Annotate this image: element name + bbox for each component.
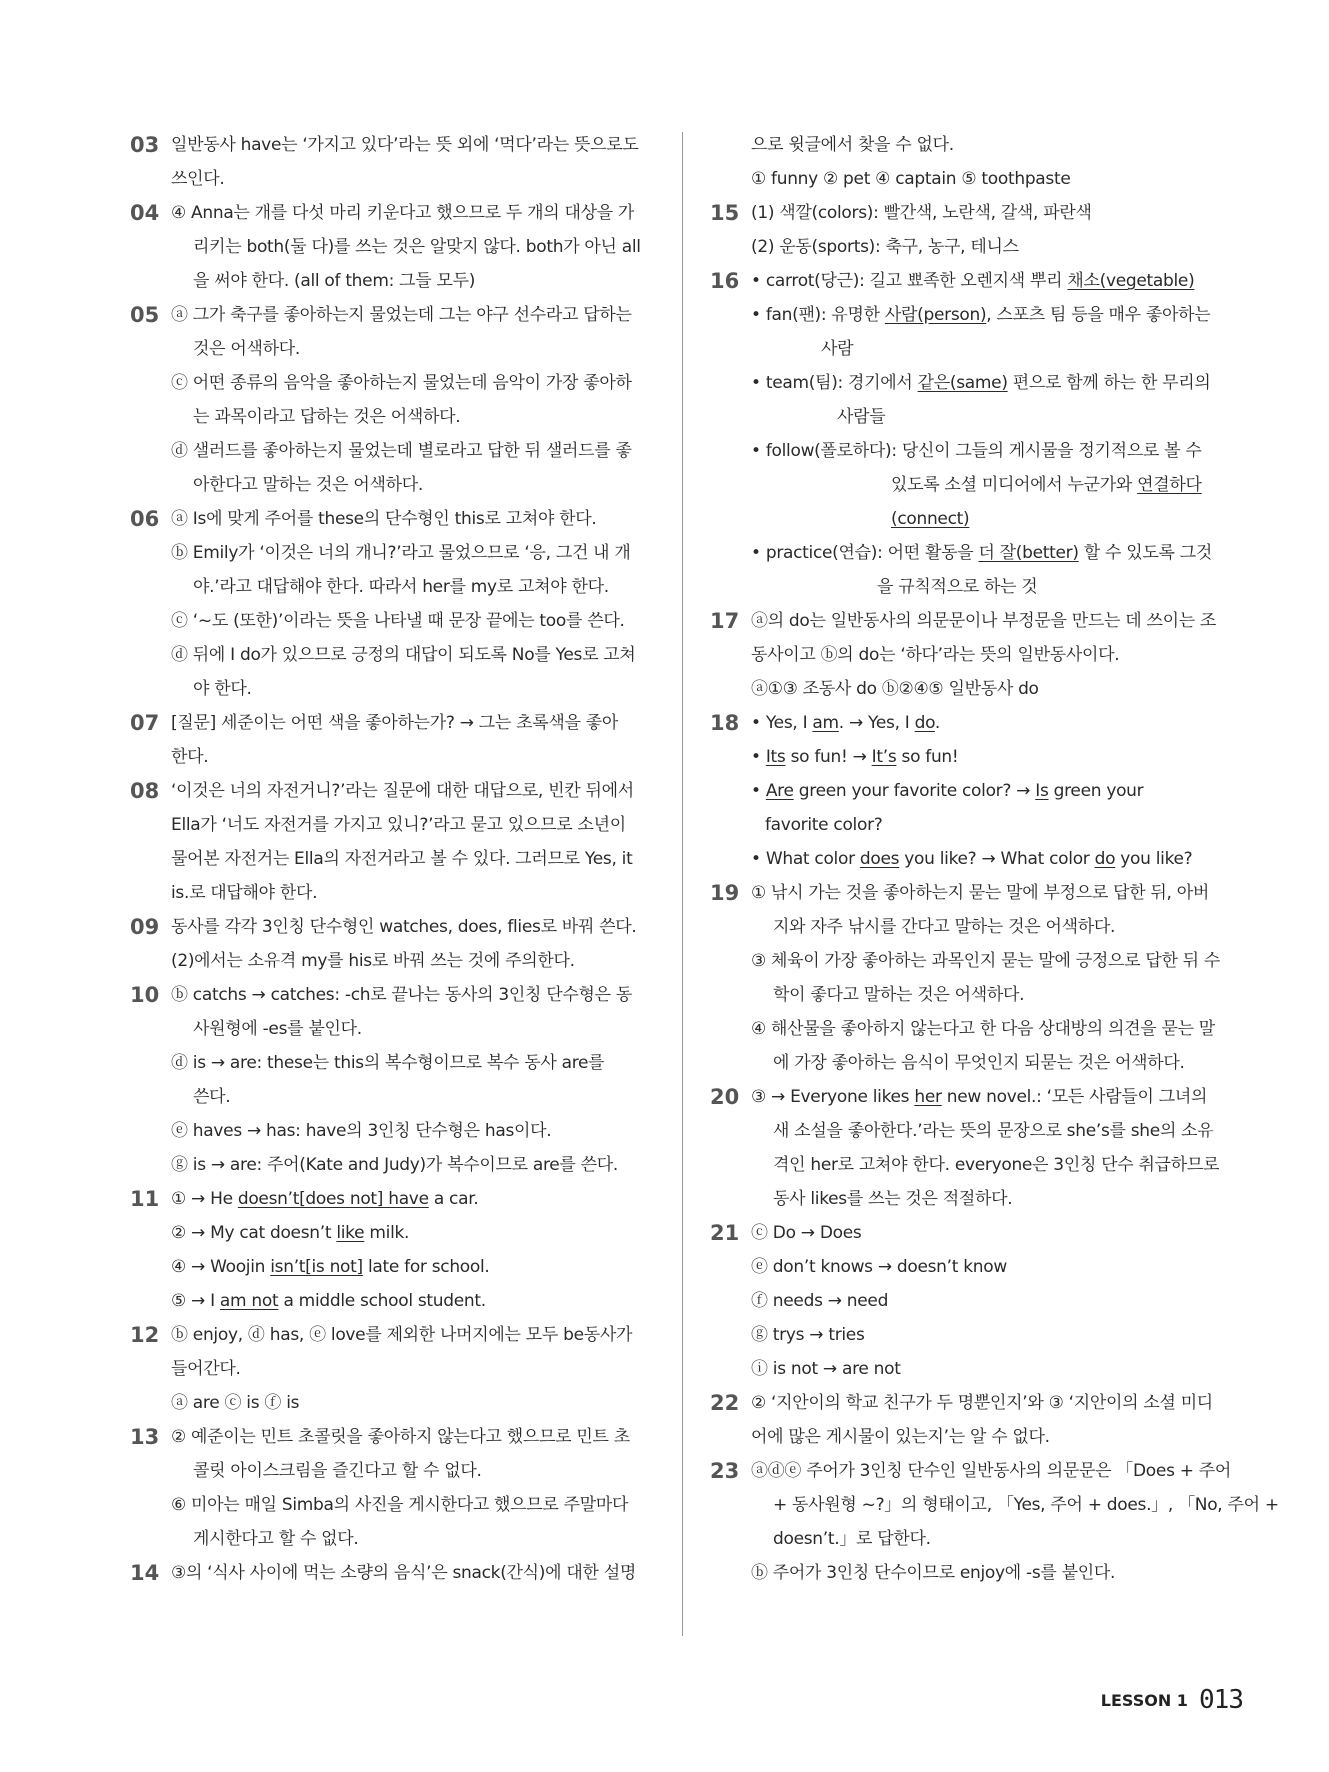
text-segment: ⓕ needs → need <box>751 1291 889 1311</box>
answer-line <box>171 502 656 536</box>
text-segment: ② 예준이는 민트 초콜릿을 좋아하지 않는다고 했으므로 민트 초 <box>171 1427 630 1447</box>
answer-line <box>751 162 1238 196</box>
answer-line <box>171 1182 656 1216</box>
text-segment: 리키는 both(둘 다)를 쓰는 것은 알맞지 않다. both가 아닌 all <box>193 237 641 257</box>
answer-line <box>751 876 1238 910</box>
answer-line <box>171 162 656 196</box>
text-segment: (1) 색깔(colors): 빨간색, 노란색, 갈색, 파란색 <box>751 203 1092 223</box>
answer-item <box>708 706 1238 876</box>
question-number: 06 <box>130 507 160 531</box>
text-segment: ⓐ are ⓒ is ⓕ is <box>171 1393 300 1413</box>
text-segment: 어에 많은 게시물이 있는지’는 알 수 없다. <box>751 1427 1050 1447</box>
text-segment: ⑥ 미아는 매일 Simba의 사진을 게시한다고 했으므로 주말마다 <box>171 1495 629 1515</box>
text-segment: 콜릿 아이스크림을 즐긴다고 할 수 없다. <box>193 1461 482 1481</box>
text-segment: 격인 her로 고쳐야 한다. everyone은 3인칭 단수 취급하므로 <box>773 1155 1220 1175</box>
question-number: 19 <box>710 881 740 905</box>
question-number: 17 <box>710 609 740 633</box>
text-segment: + 동사원형 ~?」의 형태이고, 「Yes, 주어 + does.」, 「No, 주어 + <box>773 1495 1279 1515</box>
answer-line <box>171 774 656 808</box>
answer-line <box>171 434 656 468</box>
text-segment: (2) 운동(sports): 축구, 농구, 테니스 <box>751 237 1019 257</box>
answer-line <box>751 842 1238 876</box>
underlined-text: (connect) <box>891 509 970 529</box>
underlined-text: am not <box>219 1291 279 1311</box>
underlined-text: Is <box>1035 781 1049 801</box>
answer-line <box>171 332 656 366</box>
answer-line <box>751 400 1238 434</box>
answer-line <box>751 1386 1238 1420</box>
text-segment: 일반동사 have는 ‘가지고 있다’라는 뜻 외에 ‘먹다’라는 뜻으로도 <box>171 135 639 155</box>
answer-line <box>171 910 656 944</box>
answer-line <box>171 808 656 842</box>
answer-line <box>171 1046 656 1080</box>
text-segment: ⓐⓓⓔ 주어가 3인칭 단수인 일반동사의 의문문은 「Does + 주어 <box>751 1461 1232 1481</box>
underlined-text: 채소(vegetable) <box>1067 271 1195 291</box>
question-number: 12 <box>130 1323 160 1347</box>
text-segment: you like? → What color <box>899 849 1095 869</box>
text-segment: 아한다고 말하는 것은 어색하다. <box>193 475 424 495</box>
underlined-text: her <box>914 1087 942 1107</box>
answer-line <box>171 842 656 876</box>
answer-line <box>171 1114 656 1148</box>
answer-line <box>171 1556 656 1590</box>
text-segment: favorite color? <box>765 815 883 835</box>
answer-item <box>128 1556 656 1590</box>
text-segment: ⑤ → I <box>171 1291 220 1311</box>
text-segment: 사람들 <box>837 407 886 427</box>
text-segment: 사람 <box>821 339 854 359</box>
answer-line <box>171 128 656 162</box>
text-segment: a car. <box>428 1189 479 1209</box>
answer-item <box>708 1080 1238 1216</box>
question-number: 14 <box>130 1561 160 1585</box>
text-segment: doesn’t.」로 답한다. <box>773 1529 931 1549</box>
text-segment: • team(팀): 경기에서 <box>751 373 918 393</box>
text-segment: 동사를 각각 3인칭 단수형인 watches, does, flies로 바꿔 쓴다. <box>171 917 637 937</box>
answer-line <box>751 978 1238 1012</box>
text-segment: a middle school student. <box>278 1291 486 1311</box>
text-segment: green your favorite color? → <box>793 781 1036 801</box>
answer-line <box>751 332 1238 366</box>
answer-line <box>171 740 656 774</box>
answer-line <box>751 536 1238 570</box>
question-number: 10 <box>130 983 160 1007</box>
text-segment: is.로 대답해야 한다. <box>171 883 318 903</box>
answer-item <box>708 128 1238 196</box>
answer-line <box>171 1080 656 1114</box>
question-number: 13 <box>130 1425 160 1449</box>
text-segment: 한다. <box>171 747 209 767</box>
text-segment: 야 한다. <box>193 679 252 699</box>
answer-line <box>751 1318 1238 1352</box>
answer-line <box>751 1114 1238 1148</box>
underlined-text: like <box>336 1223 365 1243</box>
text-segment: ⓘ is not → are not <box>751 1359 901 1379</box>
text-segment: ⓓ 뒤에 I do가 있으므로 긍정의 대답이 되도록 No를 Yes로 고쳐 <box>171 645 636 665</box>
text-segment: ⓒ 어떤 종류의 음악을 좋아하는지 물었는데 음악이 가장 좋아하 <box>171 373 632 393</box>
answer-line <box>751 944 1238 978</box>
text-segment: ⓐ①③ 조동사 do ⓑ②④⑤ 일반동사 do <box>751 679 1039 699</box>
answer-line <box>751 672 1238 706</box>
answer-line <box>171 1012 656 1046</box>
text-segment: green your <box>1048 781 1144 801</box>
answer-line <box>751 740 1238 774</box>
answer-line <box>171 1318 656 1352</box>
answer-line <box>751 1148 1238 1182</box>
answer-line <box>751 1420 1238 1454</box>
answer-line <box>751 808 1238 842</box>
lesson-label: LESSON 1 <box>1100 1690 1188 1710</box>
text-segment: . → Yes, I <box>838 713 915 733</box>
text-segment: . <box>934 713 941 733</box>
text-segment: ④ 해산물을 좋아하지 않는다고 한 다음 상대방의 의견을 묻는 말 <box>751 1019 1215 1039</box>
answer-item <box>708 876 1238 1080</box>
text-segment: • <box>751 781 766 801</box>
answer-line <box>751 1352 1238 1386</box>
text-segment: milk. <box>364 1223 410 1243</box>
text-segment: ⓓ is → are: these는 this의 복수형이므로 복수 동사 are를 <box>171 1053 605 1073</box>
answer-item <box>128 910 656 978</box>
answer-line <box>171 604 656 638</box>
text-segment: ⓐ Is에 맞게 주어를 these의 단수형인 this로 고쳐야 한다. <box>171 509 597 529</box>
text-segment: 동사 likes를 쓰는 것은 적절하다. <box>773 1189 1013 1209</box>
text-segment: ① 낚시 가는 것을 좋아하는지 묻는 말에 부정으로 답한 뒤, 아버 <box>751 883 1210 903</box>
text-segment: 동사이고 ⓑ의 do는 ‘하다’라는 뜻의 일반동사이다. <box>751 645 1120 665</box>
answer-item <box>128 706 656 774</box>
answer-item <box>128 128 656 196</box>
question-number: 23 <box>710 1459 740 1483</box>
answer-item <box>708 1454 1279 1590</box>
answer-line <box>171 400 656 434</box>
text-segment: ⓑ catchs → catches: -ch로 끝나는 동사의 3인칭 단수형은 동 <box>171 985 632 1005</box>
text-segment: ④ → Woojin <box>171 1257 271 1277</box>
question-number: 11 <box>130 1187 160 1211</box>
answer-line <box>171 264 656 298</box>
text-segment: late for school. <box>362 1257 490 1277</box>
text-segment: so fun! → <box>785 747 872 767</box>
answer-line <box>751 638 1238 672</box>
answer-line <box>171 1386 656 1420</box>
text-segment: 할 수 있도록 그것 <box>1078 543 1212 563</box>
answer-item <box>128 1182 656 1318</box>
answer-line <box>171 1284 656 1318</box>
underlined-text: 사람(person) <box>884 305 987 325</box>
text-segment: • practice(연습): 어떤 활동을 <box>751 543 979 563</box>
answer-line <box>171 1148 656 1182</box>
answer-item <box>128 1420 656 1556</box>
text-segment: ⓖ is → are: 주어(Kate and Judy)가 복수이므로 are를 쓴다. <box>171 1155 618 1175</box>
text-segment: ⓓ 샐러드를 좋아하는지 물었는데 별로라고 답한 뒤 샐러드를 좋 <box>171 441 632 461</box>
underlined-text: 같은(same) <box>917 373 1008 393</box>
text-segment: ③의 ‘식사 사이에 먹는 소량의 음식’은 snack(간식)에 대한 설명 <box>171 1563 636 1583</box>
answer-line <box>171 944 656 978</box>
question-number: 20 <box>710 1085 740 1109</box>
underlined-text: isn’t[is not] <box>270 1257 363 1277</box>
answer-line <box>751 230 1238 264</box>
text-segment: Ella가 ‘너도 자전거를 가지고 있니?’라고 묻고 있으므로 소년이 <box>171 815 626 835</box>
answer-item <box>128 502 656 706</box>
text-segment: 편으로 함께 하는 한 무리의 <box>1007 373 1211 393</box>
answer-line <box>171 536 656 570</box>
question-number: 04 <box>130 201 160 225</box>
text-segment: • <box>751 747 766 767</box>
underlined-text: am <box>812 713 839 733</box>
underlined-text: do <box>914 713 935 733</box>
column-divider <box>682 132 683 1636</box>
text-segment: ⓑ enjoy, ⓓ has, ⓔ love를 제외한 나머지에는 모두 be동사가 <box>171 1325 633 1345</box>
underlined-text: do <box>1094 849 1116 869</box>
text-segment: ⓑ Emily가 ‘이것은 너의 개니?’라고 물었으므로 ‘응, 그건 내 개 <box>171 543 631 563</box>
text-segment: 에 가장 좋아하는 음식이 무엇인지 되묻는 것은 어색하다. <box>773 1053 1185 1073</box>
text-segment: ⓔ don’t knows → doesn’t know <box>751 1257 1007 1277</box>
underlined-text: does <box>859 849 900 869</box>
answer-line <box>171 298 656 332</box>
text-segment: 사원형에 -es를 붙인다. <box>193 1019 362 1039</box>
answer-line <box>171 1250 656 1284</box>
answer-line <box>171 672 656 706</box>
underlined-text: 연결하다 <box>1137 475 1202 495</box>
answer-line <box>751 434 1238 468</box>
underlined-text: Its <box>765 747 786 767</box>
answer-item <box>128 774 656 910</box>
text-segment: [질문] 세준이는 어떤 색을 좋아하는가? → 그는 초록색을 좋아 <box>171 713 618 733</box>
question-number: 22 <box>710 1391 740 1415</box>
underlined-text: It’s <box>871 747 897 767</box>
text-segment: 있도록 소셜 미디어에서 누군가와 <box>891 475 1138 495</box>
answer-line <box>751 1012 1238 1046</box>
text-segment: ⓖ trys → tries <box>751 1325 865 1345</box>
underlined-text: doesn’t[does not] have <box>237 1189 429 1209</box>
text-segment: ⓐ의 do는 일반동사의 의문문이나 부정문을 만드는 데 쓰이는 조 <box>751 611 1217 631</box>
answer-line <box>751 502 1238 536</box>
answer-line <box>751 298 1238 332</box>
answer-line <box>171 876 656 910</box>
answer-line <box>171 196 656 230</box>
text-segment: ② ‘지안이의 학교 친구가 두 명뿐인지’와 ③ ‘지안이의 소셜 미디 <box>751 1393 1213 1413</box>
text-segment: so fun! <box>896 747 959 767</box>
answer-item <box>128 978 656 1182</box>
answer-item <box>128 298 656 502</box>
answer-line <box>751 604 1238 638</box>
text-segment: 을 규칙적으로 하는 것 <box>877 577 1038 597</box>
text-segment: • follow(폴로하다): 당신이 그들의 게시물을 정기적으로 볼 수 <box>751 441 1202 461</box>
answer-line <box>171 230 656 264</box>
text-segment: 야.’라고 대답해야 한다. 따라서 her를 my로 고쳐야 한다. <box>193 577 609 597</box>
answer-line <box>171 706 656 740</box>
text-segment: , 스포츠 팀 등을 매우 좋아하는 <box>986 305 1211 325</box>
text-segment: ④ Anna는 개를 다섯 마리 키운다고 했으므로 두 개의 대상을 가 <box>171 203 635 223</box>
text-segment: • carrot(당근): 길고 뾰족한 오렌지색 뿌리 <box>751 271 1068 291</box>
text-segment: 것은 어색하다. <box>193 339 300 359</box>
answer-line <box>171 468 656 502</box>
question-number: 21 <box>710 1221 740 1245</box>
answer-item <box>128 196 656 298</box>
text-segment: 쓰인다. <box>171 169 225 189</box>
text-segment: ① funny ② pet ④ captain ⑤ toothpaste <box>751 169 1071 189</box>
text-segment: • Yes, I <box>751 713 813 733</box>
text-segment: 들어간다. <box>171 1359 241 1379</box>
question-number: 08 <box>130 779 160 803</box>
left-column <box>128 128 656 1590</box>
text-segment: 물어본 자전거는 Ella의 자전거라고 볼 수 있다. 그러므로 Yes, it <box>171 849 633 869</box>
text-segment: 학이 좋다고 말하는 것은 어색하다. <box>773 985 1025 1005</box>
answer-item <box>708 264 1238 604</box>
answer-item <box>708 604 1238 706</box>
text-segment: 을 써야 한다. (all of them: 그들 모두) <box>193 271 476 291</box>
answer-line <box>751 1556 1238 1590</box>
underlined-text: 더 잘(better) <box>978 543 1079 563</box>
answer-line <box>171 1216 656 1250</box>
page-number: 013 <box>1199 1685 1243 1715</box>
question-number: 18 <box>710 711 740 735</box>
answer-line <box>751 366 1238 400</box>
answer-line <box>171 978 656 1012</box>
text-segment: 으로 윗글에서 찾을 수 없다. <box>751 135 954 155</box>
text-segment: ⓒ ‘~도 (또한)’이라는 뜻을 나타낼 때 문장 끝에는 too를 쓴다. <box>171 611 625 631</box>
text-segment: ③ → Everyone likes <box>751 1087 915 1107</box>
answer-line <box>751 706 1238 740</box>
text-segment: ‘이것은 너의 자전거니?’라는 질문에 대한 대답으로, 빈칸 뒤에서 <box>171 781 634 801</box>
answer-item <box>708 196 1238 264</box>
answer-line <box>751 1216 1238 1250</box>
question-number: 16 <box>710 269 740 293</box>
answer-line <box>751 1046 1238 1080</box>
text-segment: ⓑ 주어가 3인칭 단수이므로 enjoy에 -s를 붙인다. <box>751 1563 1116 1583</box>
text-segment: 는 과목이라고 답하는 것은 어색하다. <box>193 407 461 427</box>
answer-line <box>751 570 1238 604</box>
text-segment: ② → My cat doesn’t <box>171 1223 337 1243</box>
answer-item <box>128 1318 656 1420</box>
answer-line <box>751 196 1238 230</box>
text-segment: ⓐ 그가 축구를 좋아하는지 물었는데 그는 야구 선수라고 답하는 <box>171 305 632 325</box>
text-segment: • What color <box>751 849 860 869</box>
answer-line <box>751 468 1238 502</box>
question-number: 03 <box>130 133 160 157</box>
answer-line <box>751 1080 1238 1114</box>
answer-line <box>171 570 656 604</box>
answer-line <box>751 1522 1238 1556</box>
answer-line <box>751 1284 1238 1318</box>
question-number: 07 <box>130 711 160 735</box>
text-segment: ③ 체육이 가장 좋아하는 과목인지 묻는 말에 긍정으로 답한 뒤 수 <box>751 951 1221 971</box>
text-segment: 새 소설을 좋아한다.’라는 뜻의 문장으로 she’s를 she의 소유 <box>773 1121 1214 1141</box>
answer-line <box>171 1352 656 1386</box>
question-number: 15 <box>710 201 740 225</box>
answer-line <box>751 128 1238 162</box>
answer-line <box>751 264 1238 298</box>
answer-line <box>171 366 656 400</box>
answer-item <box>708 1386 1238 1454</box>
answer-line <box>171 1420 656 1454</box>
underlined-text: Are <box>765 781 794 801</box>
answer-line <box>751 1454 1238 1488</box>
text-segment: 지와 자주 낚시를 간다고 말하는 것은 어색하다. <box>773 917 1116 937</box>
text-segment: 게시한다고 할 수 없다. <box>193 1529 359 1549</box>
text-segment: • fan(팬): 유명한 <box>751 305 885 325</box>
answer-line <box>171 638 656 672</box>
text-segment: ⓒ Do → Does <box>751 1223 862 1243</box>
answer-line <box>751 1488 1279 1522</box>
answer-line <box>171 1522 656 1556</box>
text-segment: 쓴다. <box>193 1087 231 1107</box>
question-number: 09 <box>130 915 160 939</box>
answer-line <box>171 1454 656 1488</box>
answer-item <box>708 1216 1238 1386</box>
question-number: 05 <box>130 303 160 327</box>
text-segment: you like? <box>1115 849 1193 869</box>
answer-line <box>751 910 1238 944</box>
answer-line <box>751 1250 1238 1284</box>
text-segment: ① → He <box>171 1189 238 1209</box>
answer-line <box>171 1488 656 1522</box>
text-segment: new novel.: ‘모든 사람들이 그녀의 <box>941 1087 1208 1107</box>
text-segment: (2)에서는 소유격 my를 his로 바꿔 쓰는 것에 주의한다. <box>171 951 575 971</box>
right-column <box>708 128 1279 1590</box>
page-footer <box>1101 1685 1243 1715</box>
answer-line <box>751 774 1238 808</box>
answer-line <box>751 1182 1238 1216</box>
text-segment: ⓔ haves → has: have의 3인칭 단수형은 has이다. <box>171 1121 552 1141</box>
